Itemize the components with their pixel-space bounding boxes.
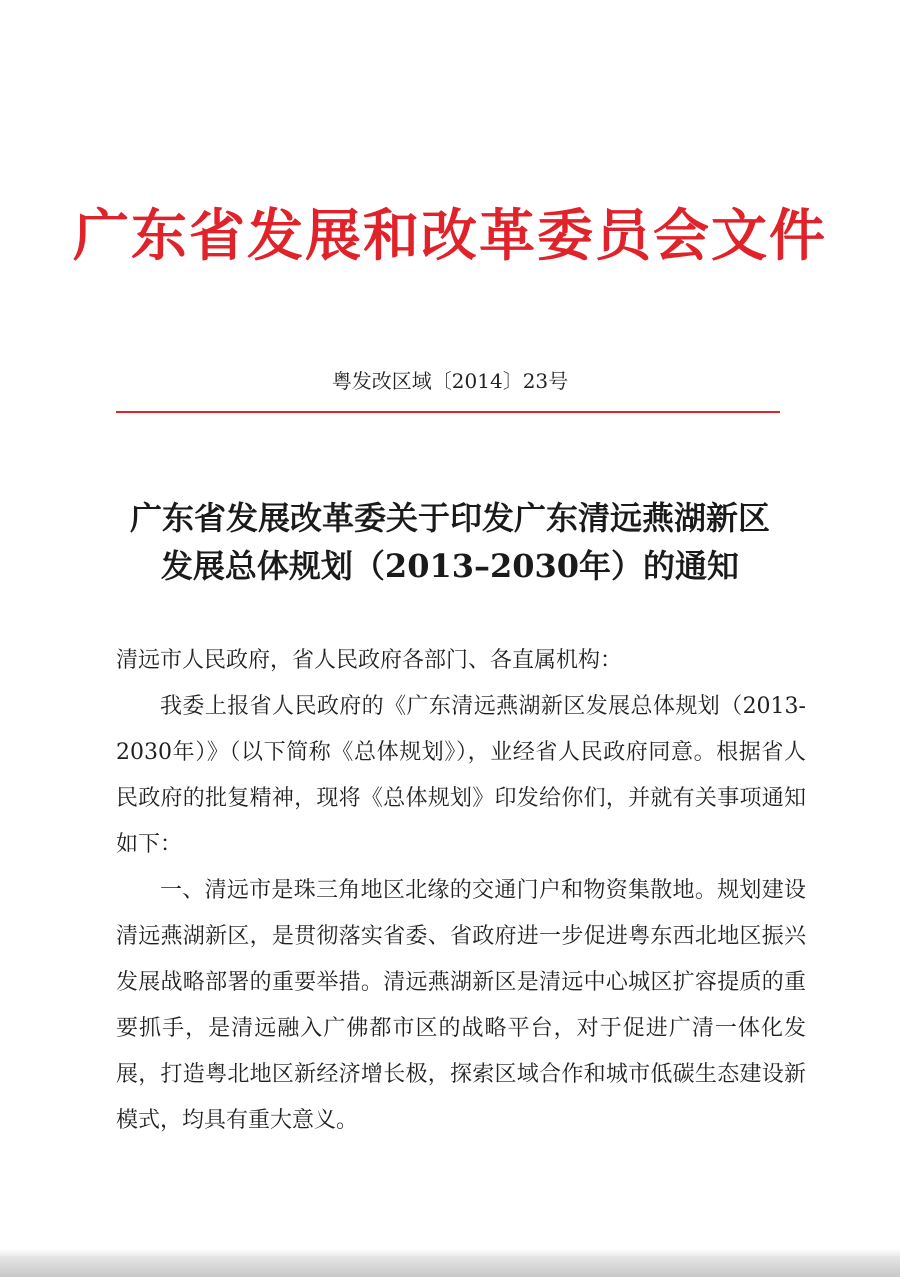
issuing-authority-header: 广东省发展和改革委员会文件	[73, 203, 827, 269]
body-paragraph-2: 一、清远市是珠三角地区北缘的交通门户和物资集散地。规划建设清远燕湖新区，是贯彻落实省委、省政府进一步促进粤东西北地区振兴发展战略部署的重要举措。清远燕湖新区是清远中心城区扩容提质的重要抓手，是清远融入广佛都市区的战略平台，对于促进广清一体化发展，打造粤北地区新经济增长极，探索区域合作和城市低碳生态建设新模式，均具有重大意义。	[116, 878, 806, 1133]
scan-edge-shadow	[0, 1249, 900, 1256]
scan-bottom-edge	[0, 1256, 900, 1277]
document-number: 粤发改区域〔2014〕23号	[331, 369, 569, 393]
salutation: 清远市人民政府，省人民政府各部门、各直属机构：	[116, 648, 623, 673]
notice-title-line-2: 发展总体规划（2013–2030年）的通知	[160, 547, 740, 585]
document-body	[116, 638, 806, 1144]
body-paragraph-1: 我委上报省人民政府的《广东清远燕湖新区发展总体规划（2013-2030年）》（以下简称《总体规划》），业经省人民政府同意。根据省人民政府的批复精神，现将《总体规划》印发给你们，并就有关事项通知如下：	[116, 694, 806, 857]
red-separator-line	[116, 411, 780, 413]
notice-title	[0, 494, 900, 590]
notice-title-line-1: 广东省发展改革委关于印发广东清远燕湖新区	[129, 499, 770, 537]
